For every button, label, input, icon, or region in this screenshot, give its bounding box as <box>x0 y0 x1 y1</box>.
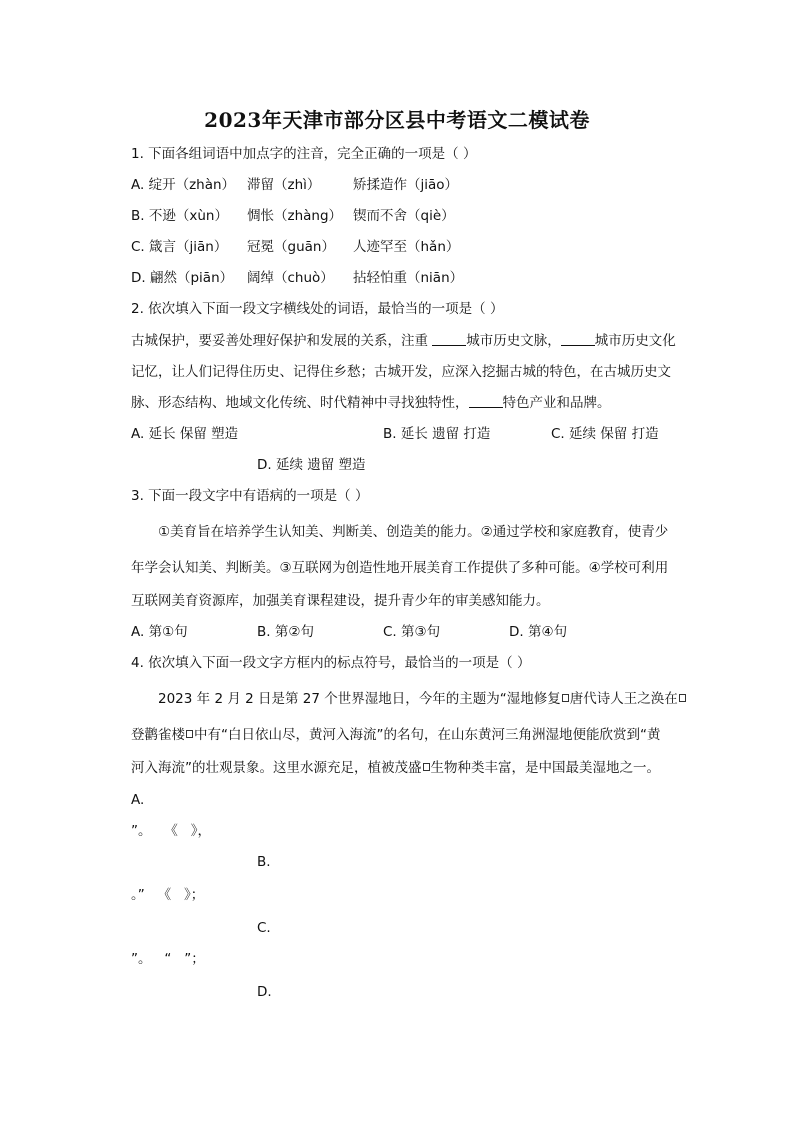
passage-text: 唐代诗人王之涣在 <box>569 691 678 707</box>
option-d-word-3: 拈轻怕重（niān） <box>353 270 464 286</box>
fill-blank-3 <box>469 395 503 408</box>
question-3-option-b: B. 第②句 <box>257 624 314 640</box>
passage-text: 生物种类丰富，是中国最美湿地之一。 <box>430 760 660 776</box>
passage-text: 城市历史文脉， <box>466 333 561 349</box>
punctuation-box-1 <box>562 694 569 702</box>
question-4-passage-line-1 <box>158 690 687 708</box>
question-2-passage-line-2: 记忆，让人们记得住历史、记得住乡愁；古城开发，应深入挖掘古城的特色，在古城历史文 <box>131 364 671 380</box>
passage-text: 脉、形态结构、地域文化传统、时代精神中寻找独特性， <box>131 395 469 411</box>
passage-text: 特色产业和品牌。 <box>502 395 611 411</box>
option-a-word-1: A. 绽开（zhàn） <box>131 177 236 193</box>
punctuation-box-2 <box>679 694 686 702</box>
question-4-passage-line-3 <box>131 759 660 777</box>
question-4-option-b-label: B. <box>257 854 271 870</box>
question-3-option-d: D. 第④句 <box>509 624 568 640</box>
question-4-option-c-marks: ”。 “ ”； <box>131 951 205 967</box>
question-2-option-c: C. 延续 保留 打造 <box>551 426 659 442</box>
option-d-word-2: 阔绰（chuò） <box>247 270 334 286</box>
question-3-passage-line-1: ①美育旨在培养学生认知美、判断美、创造美的能力。②通过学校和家庭教育，使青少 <box>158 524 669 540</box>
option-c-word-3: 人迹罕至（hǎn） <box>353 239 460 255</box>
question-4-option-d-label: D. <box>257 984 272 1000</box>
question-2-passage-line-3 <box>131 394 611 412</box>
question-4-option-c-label: C. <box>257 920 271 936</box>
question-4-passage-line-2 <box>131 726 660 744</box>
question-3-option-c: C. 第③句 <box>383 624 441 640</box>
passage-text: 古城保护，要妥善处理好保护和发展的关系，注重 <box>131 333 433 349</box>
question-3-stem: 3. 下面一段文字中有语病的一项是（ ） <box>131 488 369 504</box>
question-2-option-a: A. 延长 保留 塑造 <box>131 426 239 442</box>
question-4-option-a-marks: ”。 《 》， <box>131 823 211 839</box>
passage-text: 城市历史文化 <box>594 333 676 349</box>
question-3-option-a: A. 第①句 <box>131 624 188 640</box>
passage-text: 登鹳雀楼 <box>131 727 185 743</box>
passage-text: 河入海流”的壮观景象。这里水源充足，植被茂盛 <box>131 760 422 776</box>
option-b-word-3: 锲而不舍（qiè） <box>353 208 455 224</box>
fill-blank-2 <box>561 333 595 346</box>
option-d-word-1: D. 翩然（piān） <box>131 270 234 286</box>
option-c-word-2: 冠冕（guān） <box>247 239 335 255</box>
option-b-word-1: B. 不逊（xùn） <box>131 208 228 224</box>
question-1-option-c <box>131 238 460 256</box>
option-a-word-3: 矫揉造作（jiāo） <box>353 177 459 193</box>
question-4-stem: 4. 依次填入下面一段文字方框内的标点符号，最恰当的一项是（ ） <box>131 655 531 671</box>
question-2-option-b: B. 延长 遗留 打造 <box>383 426 491 442</box>
option-c-word-1: C. 箴言（jiān） <box>131 239 228 255</box>
option-b-word-2: 惆怅（zhàng） <box>247 208 343 224</box>
fill-blank-1 <box>432 333 466 346</box>
punctuation-box-3 <box>186 730 193 738</box>
question-1-stem: 1. 下面各组词语中加点字的注音，完全正确的一项是（ ） <box>131 146 477 162</box>
page-title: 2023年天津市部分区县中考语文二模试卷 <box>204 108 590 132</box>
question-2-passage-line-1 <box>131 332 676 350</box>
passage-text: 2023 年 2 月 2 日是第 27 个世界湿地日，今年的主题为“湿地修复 <box>158 691 561 707</box>
question-3-passage-line-2: 年学会认知美、判断美。③互联网为创造性地开展美育工作提供了多种可能。④学校可利用 <box>131 560 669 576</box>
question-1-option-b <box>131 207 455 225</box>
question-2-stem: 2. 依次填入下面一段文字横线处的词语，最恰当的一项是（ ） <box>131 301 504 317</box>
passage-text: 中有“白日依山尽，黄河入海流”的名句，在山东黄河三角洲湿地便能欣赏到“黄 <box>194 727 661 743</box>
option-a-word-2: 滞留（zhì） <box>247 177 321 193</box>
question-1-option-a <box>131 176 459 194</box>
question-4-option-b-marks: 。” 《 》； <box>131 887 205 903</box>
question-3-passage-line-3: 互联网美育资源库，加强美育课程建设，提升青少年的审美感知能力。 <box>131 593 550 609</box>
question-2-option-d: D. 延续 遗留 塑造 <box>257 457 366 473</box>
punctuation-box-4 <box>423 763 430 771</box>
question-1-option-d <box>131 269 464 287</box>
question-4-option-a-label: A. <box>131 792 145 808</box>
